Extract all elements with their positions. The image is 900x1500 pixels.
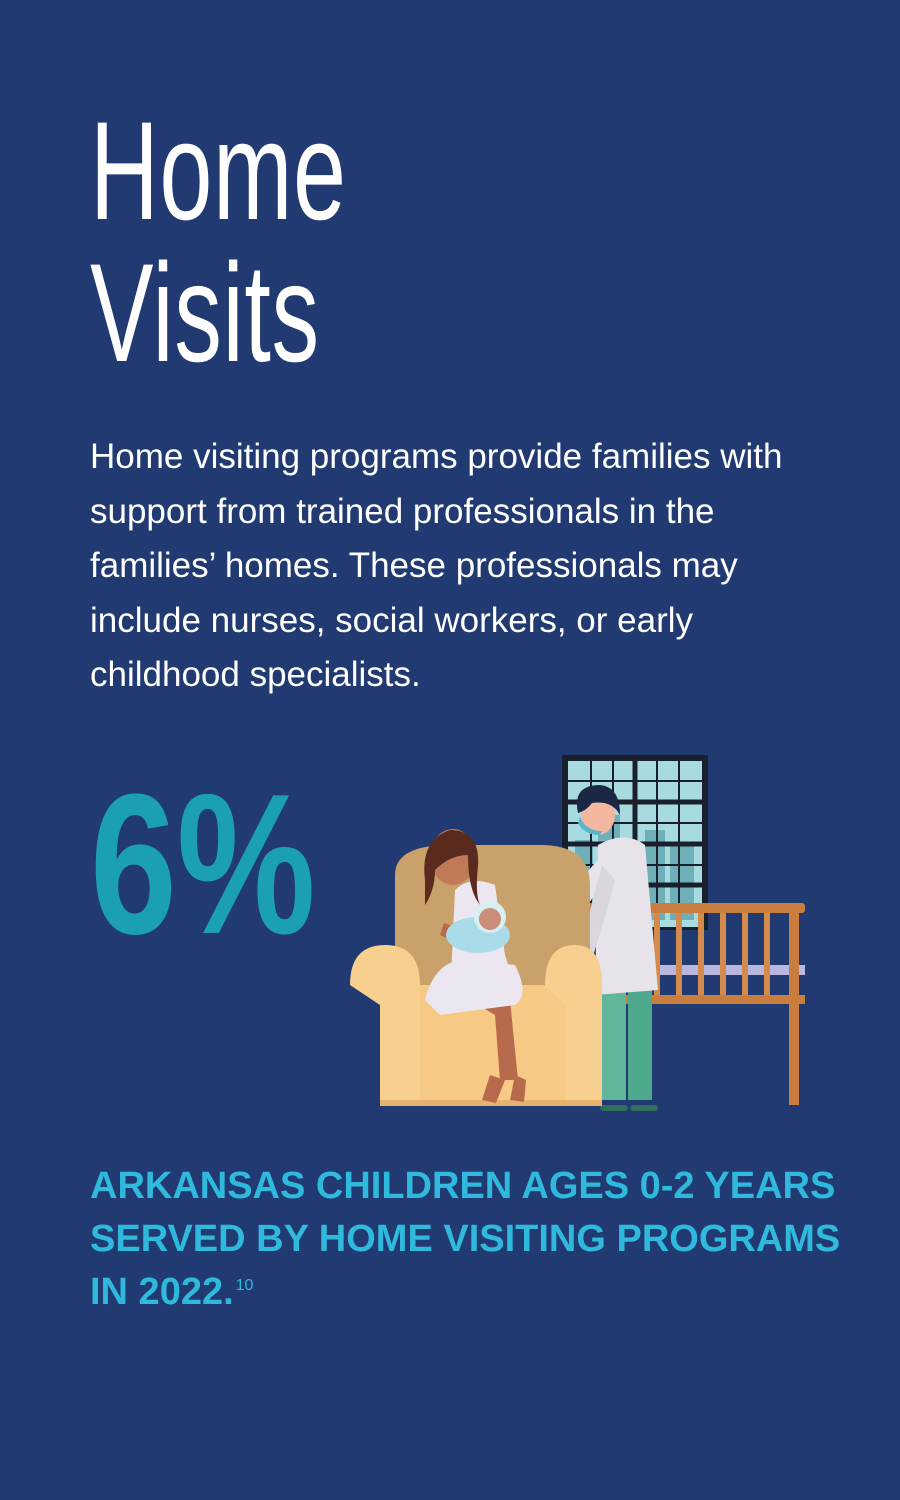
intro-paragraph: Home visiting programs provide families with support from trained professionals in the families’ homes. These professionals may include nurses, social workers, or early childhood specialists. xyxy=(90,437,783,694)
footnote-marker: 10 xyxy=(235,1277,254,1295)
stat-percentage: 6% xyxy=(90,753,316,976)
page-title xyxy=(90,92,347,391)
home-visit-nurse-mother-baby-illustration xyxy=(340,745,810,1115)
title-line-1: Home xyxy=(90,92,347,249)
stat-caption-text: ARKANSAS CHILDREN AGES 0-2 YEARS SERVED BY HOME VISITING PROGRAMS IN 2022. xyxy=(90,1165,841,1313)
stat-caption xyxy=(90,1160,850,1319)
title-line-2: Visits xyxy=(90,234,320,391)
